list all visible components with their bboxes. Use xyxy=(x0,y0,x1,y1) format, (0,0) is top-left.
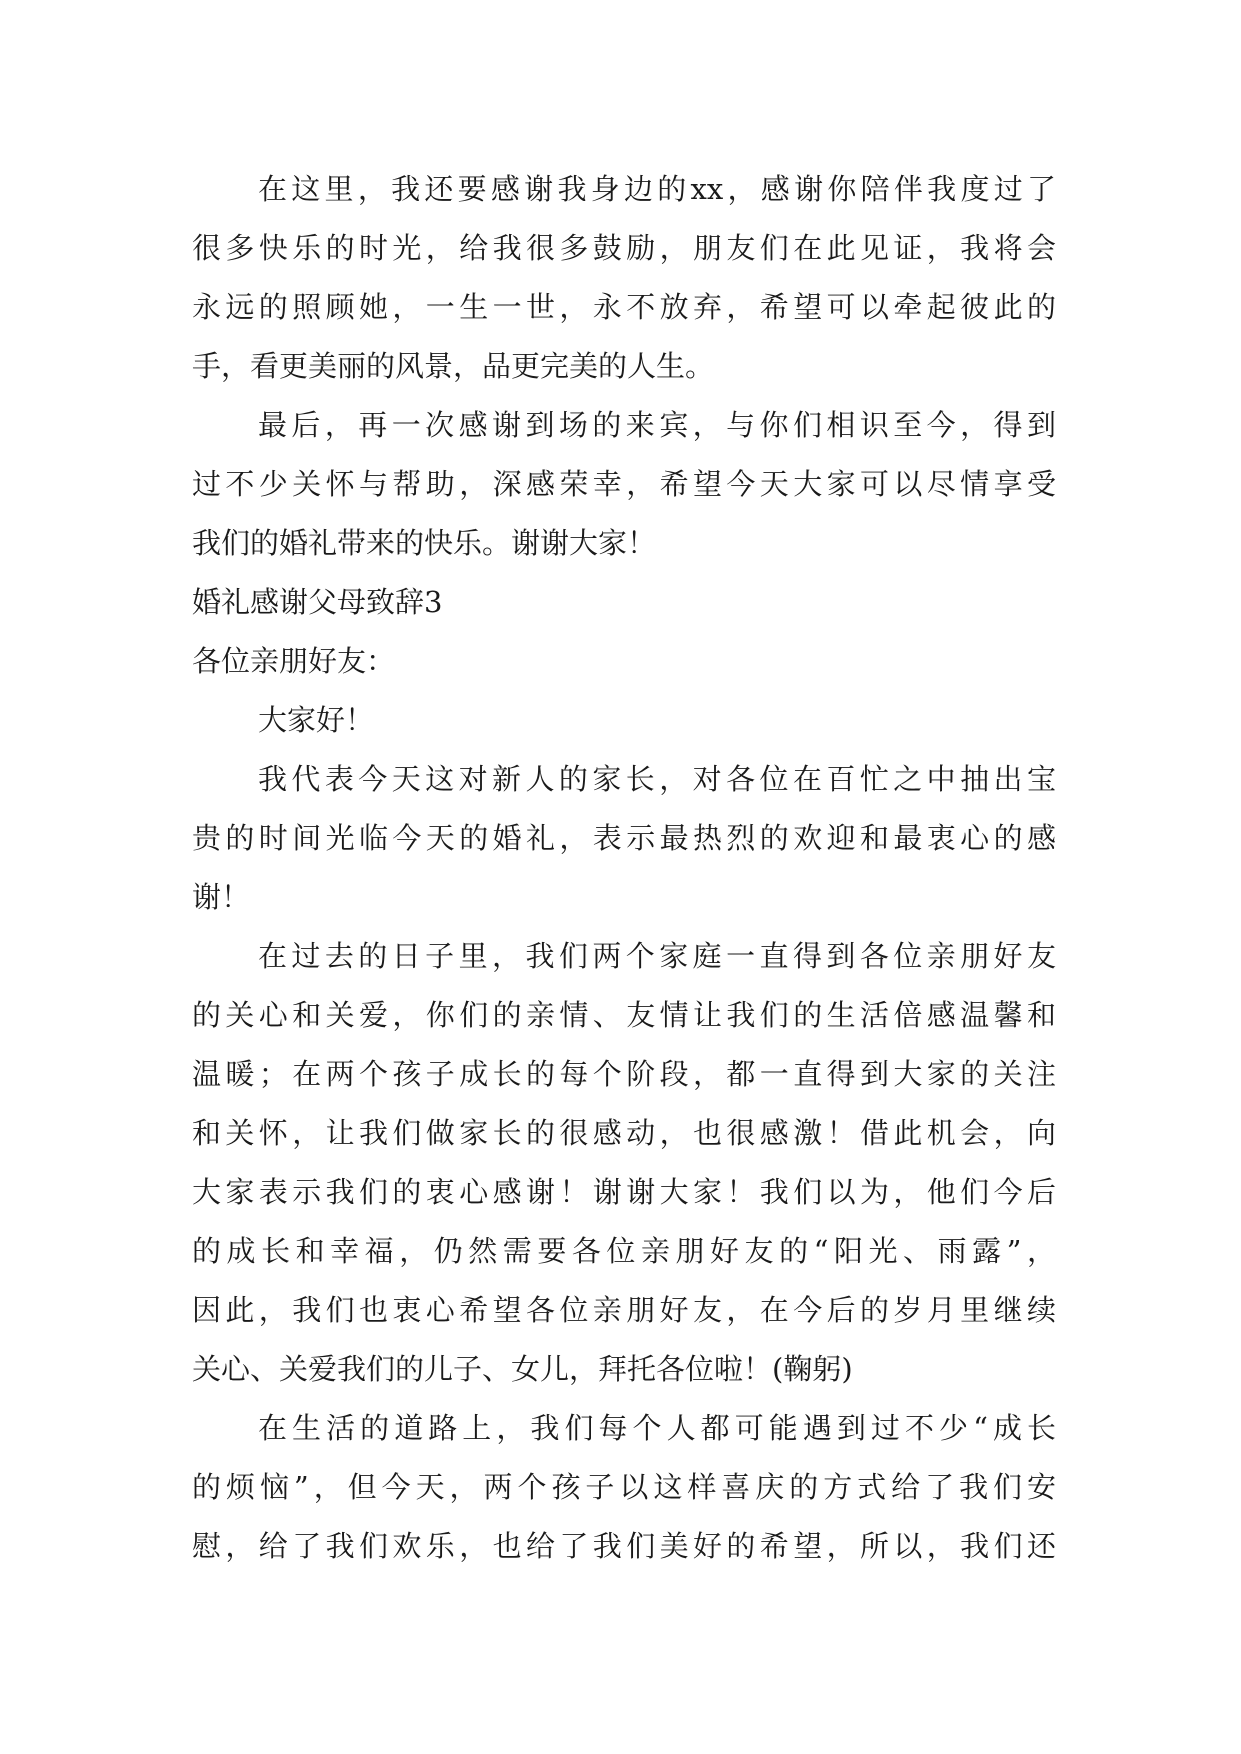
text-line: 我们的婚礼带来的快乐。谢谢大家！ xyxy=(192,526,657,560)
text-line: 温暖；在两个孩子成长的每个阶段，都一直得到大家的关注 xyxy=(192,1057,1056,1091)
text-line: 因此，我们也衷心希望各位亲朋好友，在今后的岁月里继续 xyxy=(192,1293,1056,1327)
paragraph-gratitude xyxy=(192,927,1056,1399)
text-line: 谢！ xyxy=(192,880,251,914)
greeting-text: 大家好！ xyxy=(258,703,375,737)
text-line: 最后，再一次感谢到场的来宾，与你们相识至今，得到 xyxy=(258,408,1056,442)
text-line: 在过去的日子里，我们两个家庭一直得到各位亲朋好友 xyxy=(258,939,1056,973)
greeting xyxy=(192,691,1056,750)
paragraph-welcome xyxy=(192,750,1056,927)
text-line: 慰，给了我们欢乐，也给了我们美好的希望，所以，我们还 xyxy=(192,1529,1056,1563)
text-line: 的烦恼”，但今天，两个孩子以这样喜庆的方式给了我们安 xyxy=(192,1470,1056,1504)
text-line: 和关怀，让我们做家长的很感动，也很感激！借此机会，向 xyxy=(192,1116,1056,1150)
text-line: 在生活的道路上，我们每个人都可能遇到过不少“成长 xyxy=(258,1411,1056,1445)
text-line: 过不少关怀与帮助，深感荣幸，希望今天大家可以尽情享受 xyxy=(192,467,1056,501)
text-line: 大家表示我们的衷心感谢！谢谢大家！我们以为，他们今后 xyxy=(192,1175,1056,1209)
text-line: 贵的时间光临今天的婚礼，表示最热烈的欢迎和最衷心的感 xyxy=(192,821,1056,855)
text-line: 手，看更美丽的风景，品更完美的人生。 xyxy=(192,349,715,383)
text-line: 很多快乐的时光，给我很多鼓励，朋友们在此见证，我将会 xyxy=(192,231,1056,265)
heading-text: 婚礼感谢父母致辞3 xyxy=(192,585,443,619)
salutation-text: 各位亲朋好友： xyxy=(192,644,396,678)
text-line: 关心、关爱我们的儿子、女儿，拜托各位啦！(鞠躬) xyxy=(192,1352,853,1386)
text-line: 的成长和幸福，仍然需要各位亲朋好友的“阳光、雨露”， xyxy=(192,1234,1056,1268)
document-page xyxy=(192,160,1056,1576)
text-line: 我代表今天这对新人的家长，对各位在百忙之中抽出宝 xyxy=(258,762,1056,796)
text-line: 在这里，我还要感谢我身边的xx，感谢你陪伴我度过了 xyxy=(258,172,1056,206)
paragraph-thanks-partner xyxy=(192,160,1056,396)
paragraph-life-road xyxy=(192,1399,1056,1576)
text-line: 的关心和关爱，你们的亲情、友情让我们的生活倍感温馨和 xyxy=(192,998,1056,1032)
paragraph-thanks-guests xyxy=(192,396,1056,573)
section-heading xyxy=(192,573,1056,632)
text-line: 永远的照顾她，一生一世，永不放弃，希望可以牵起彼此的 xyxy=(192,290,1056,324)
salutation xyxy=(192,632,1056,691)
